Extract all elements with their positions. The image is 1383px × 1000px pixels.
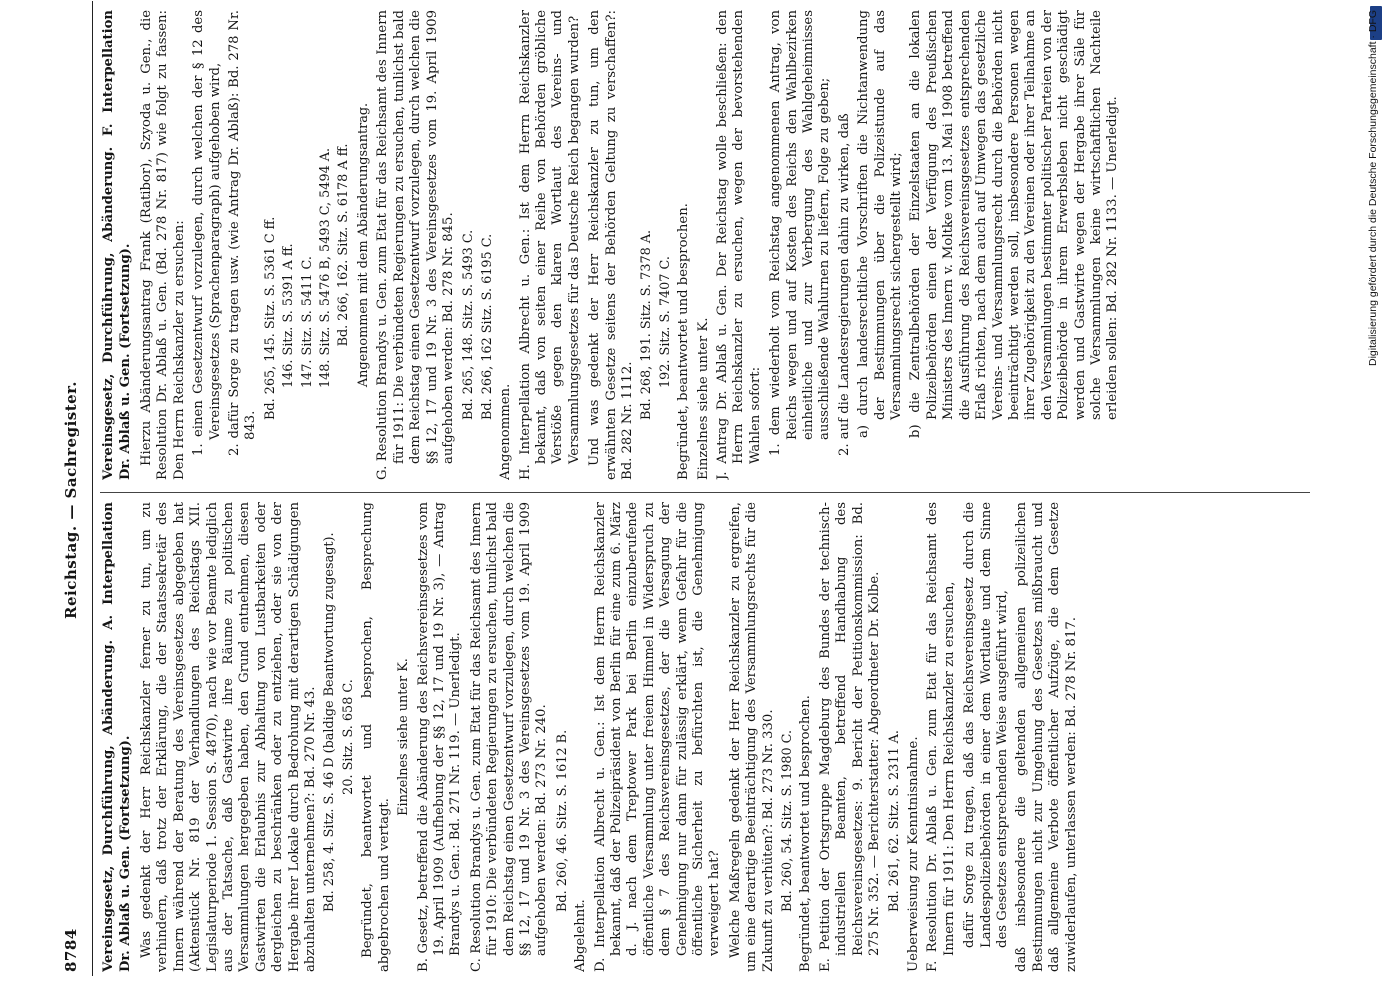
paragraph: dafür Sorge zu tragen, daß das Reichsvereinsgesetz durch die Landespolizeibehörden in einer dem Wortlaute und dem Sinne des Gesetzes entsprechenden Weise ausgeführt wird, (962, 502, 1010, 948)
paragraph: Und was gedenkt der Herr Reichskanzler zu tun, um den erwähnten Gesetze seitens der Behörden Geltung zu verschaffen?: Bd. 282 Nr. 1112. (587, 10, 635, 480)
status-text: Begründet, beantwortet und besprochen. (798, 695, 814, 972)
list-item: a) durch landesrechtliche Vorschriften die Nichtanwendung der Bestimmungen über die Polizeistunde auf das Versammlungsrecht sichergestellt wird; (856, 10, 905, 438)
column-divider (100, 492, 1310, 493)
paragraph: Hierzu Abänderungsantrag Frank (Ratibor), Szyoda u. Gen., die Resolution Dr. Ablaß u. Gen. (Bd. 278 Nr. 817) wie folgt zu fassen: Den Herrn Reichskanzler zu ersuchen: (139, 10, 187, 480)
entry-c: C. Resolution Brandys u. Gen. zum Etat für das Reichsamt des Innern für 1910: Die verbündeten Regierungen zu ersuchen, tunlichst bald dem Reichstag einen Gesetzentwurf vorzulegen, durch welchen die §§ 12, 17 und 19 Nr. 3 des Vereinsgesetzes vom 19. April 1909 aufgehoben werden: Bd. 273 Nr. 240. (468, 502, 550, 972)
status-text: Angenommen mit dem Abänderungsantrag. (355, 102, 371, 388)
status-text: Ueberweisung zur Kenntnisnahme. (905, 736, 921, 972)
list-item: 1. dem wiederholt vom Reichstag angenommenen Antrag, von Reichs wegen und auf Kosten des Reichs den Wahlbezirken einheitliche und zur Verbergung des Wahlgeheimnisses ausschließende Wahlurnen zu liefern, Folge zu geben; (768, 10, 833, 456)
right-column (100, 10, 1315, 480)
reference: 192. Sitz. S. 7407 C. (657, 256, 673, 388)
status-text: Abgelehnt. (573, 899, 589, 972)
entry-e: E. Petition der Ortsgruppe Magdeburg des Bundes der technisch-industriellen Beamten, betreffend Handhabung des Reichsvereinsgesetzes: 9. Bericht der Petitionskommission: Bd. 275 Nr. 352. — Berichterstatter: Abgeordneter Dr. Kolbe. (817, 502, 883, 972)
paragraph: Was gedenkt der Herr Reichskanzler ferner zu tun, um zu verhindern, daß trotz der Erklärung, die der Staatssekretär des Innern während der Beratung des Vereinsgesetzes abgegeben hat (Aktenstück Nr. 819 der Verhandlungen des Reichstags XII. Legislaturperiode 1. Session S. 4870), nach wie vor Beamte lediglich aus der Tatsache, daß Gastwirte ihre Räume zu politischen Versammlungen hergegeben haben, den Grund entnehmen, diesen Gastwirten die Erlaubnis zur Abhaltung von Lustbarkeiten oder dergleichen zu beschränken oder zu entziehen, oder sie von der Hergabe ihrer Lokale durch Bedrohung mit derartigen Schädigungen abzuhalten unternehmen?: Bd. 270 Nr. 43. (139, 502, 319, 972)
reference: Bd. 265, 148. Sitz. S. 5493 C. (461, 229, 477, 420)
reference: 147. Sitz. S. 5411 C. (299, 256, 315, 388)
paragraph: Einzelnes siehe unter K. (396, 658, 412, 816)
reference: Bd. 266, 162 Sitz. S. 6195 C. (479, 233, 495, 420)
reference: Bd. 266, 162. Sitz. S. 6178 A ff. (336, 143, 352, 347)
page-header (0, 0, 60, 1000)
reference: Bd. 260, 46. Sitz. S. 1612 B. (554, 729, 570, 912)
reference: Bd. 265, 145. Sitz. S. 5361 C ff. (262, 216, 278, 420)
entry-g: G. Resolution Brandys u. Gen. zum Etat für das Reichsamt des Innern für 1911: Die verbündeten Regierungen zu ersuchen, tunlichst bald dem Reichstag einen Gesetzentwurf vorzulegen, durch welchen die §§ 12, 17 und 19 Nr. 3 des Vereinsgesetzes vom 19. April 1909 aufgehoben werden: Bd. 278 Nr. 845. (375, 10, 456, 480)
list-item: b) die Zentralbehörden der Einzelstaaten an die lokalen Polizeibehörden einen der Verfügung des Preußischen Ministers des Innern v. Moltke vom 13. Mai 1908 betreffend die Ausführung des Reichsvereinsgesetzes entsprechenden Erlaß richten, nach dem auch auf Umwegen das gesetzliche Vereins- und Versammlungsrecht durch die Behörden nicht beeinträchtigt werden soll, insbesondere Personen wegen ihrer Zugehörigkeit zu den Vereinen oder ihrer Teilnahme an den Versammlungen bestimmter politischer Parteien von der Polizeibehörde in ihrem Erwerbsleben nicht geschädigt werden und Gastwirte wegen der Hergabe ihrer Säle für solche Versammlungen keine wirtschaftlichen Nachteile erleiden sollen: Bd. 282 Nr. 1133. — Unerledigt. (908, 10, 1121, 438)
reference: Bd. 261, 62. Sitz. S. 2311 A. (887, 730, 903, 912)
entry-b: B. Gesetz, betreffend die Abänderung des Reichsvereinsgesetzes vom 19. April 1909 (Aufhebung der §§ 12, 17 und 19 Nr. 3), — Antrag Brandys u. Gen.: Bd. 271 Nr. 119. — Unerledigt. (415, 502, 464, 972)
digitization-credit (1362, 10, 1380, 990)
reference: Bd. 260, 54. Sitz. S. 1980 C. (780, 729, 796, 912)
left-column-heading: Vereinsgesetz, Durchführung, Abänderung. A. Interpellation Dr. Ablaß u. Gen. (Fortsetzung). (101, 502, 133, 972)
list-item: 2. dafür Sorge zu tragen usw. (wie Antrag Dr. Ablaß): Bd. 278 Nr. 843. (227, 10, 259, 456)
paragraph: Welche Maßregeln gedenkt der Herr Reichskanzler zu ergreifen, um eine derartige Beeinträchtigung des Versammlungsrechts für die Zukunft zu verhüten?: Bd. 273 Nr. 330. (727, 502, 776, 972)
reference: Bd. 268, 191. Sitz. S. 7378 A. (639, 229, 655, 420)
entry-j: J. Antrag Dr. Ablaß u. Gen. Der Reichstag wolle beschließen: den Herrn Reichskanzler zu ersuchen, wegen der bevorstehenden Wahlen sofort: (715, 10, 763, 480)
credit-text: Digitalisierung gefördert durch die Deutsche Forschungsgemeinschaft · DFG (1367, 10, 1379, 367)
list-item: 1. einen Gesetzentwurf vorzulegen, durch welchen der § 12 des Vereinsgesetzes (Sprachenparagraph) aufgehoben wird, (191, 10, 223, 456)
reference: 146. Sitz. S. 5391 A ff. (281, 243, 297, 388)
reference: 20. Sitz. S. 658 C. (340, 679, 356, 795)
status-text: Begründet, beantwortet und besprochen. (676, 203, 692, 480)
entry-d: D. Interpellation Albrecht u. Gen.: Ist dem Herrn Reichskanzler bekannt, daß der Polizeipräsident von Berlin für eine zum 6. März d. J. nach dem Treptower Park bei Berlin einzuberufende öffentliche Versammlung unter freiem Himmel in Widerspruch zu dem § 7 des Reichsvereinsgesetzes, der die Versagung der Genehmigung nur dann für zulässig erklärt, wenn Gefahr für die öffentliche Sicherheit zu befürchten ist, die Genehmigung verweigert hat? (592, 502, 723, 972)
page-number: 8784 (62, 928, 80, 972)
left-column (100, 502, 1315, 972)
status-text: Einzelnes siehe unter K. (695, 317, 711, 480)
paragraph: Begründet, beantwortet und besprochen, Besprechung abgebrochen und vertagt. (360, 502, 392, 972)
running-title: Reichstag. — Sachregister. (62, 381, 80, 619)
header-rule (92, 1, 93, 976)
list-item: 2. auf die Landesregierungen dahin zu wirken, daß (836, 113, 852, 456)
status-text: Angenommen. (498, 383, 514, 480)
right-column-heading: Vereinsgesetz, Durchführung, Abänderung. F. Interpellation Dr. Ablaß u. Gen. (Fortsetzung). (101, 10, 133, 480)
entry-h: H. Interpellation Albrecht u. Gen.: Ist dem Herrn Reichskanzler bekannt, daß von seiten einer Reihe von Behörden gröbliche Verstöße gegen den klaren Wortlaut des Vereins- und Versammlungsgesetzes für das Deutsche Reich begangen wurden? (517, 10, 582, 480)
reference: 148. Sitz. S. 5476 B, 5493 C, 5494 A. (318, 147, 334, 388)
paragraph: daß insbesondere die geltenden allgemeinen polizeilichen Bestimmungen nicht zur Umgehung des Gesetzes mißbraucht und daß allgemeine Verbote öffentlicher Aufzüge, die dem Gesetze zuwiderlaufen, unterlassen werden: Bd. 278 Nr. 817. (1014, 502, 1079, 972)
entry-f: F. Resolution Dr. Ablaß u. Gen. zum Etat für das Reichsamt des Innern für 1911: Den Herrn Reichskanzler zu ersuchen, (925, 502, 957, 972)
reference: Bd. 258, 4. Sitz. S. 46 D (baldige Beantwortung zugesagt). (322, 532, 338, 912)
